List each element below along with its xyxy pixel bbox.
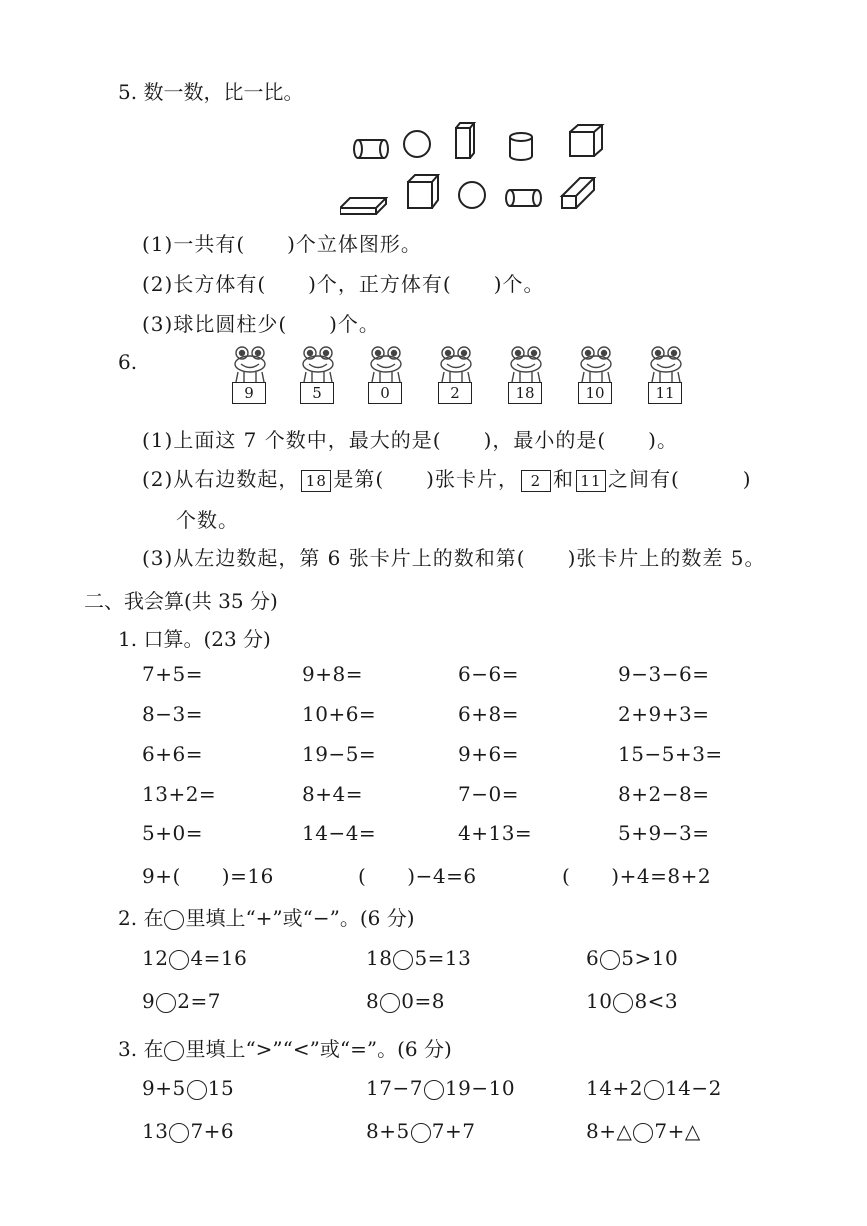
compare-item: 17−7 19−10	[366, 1076, 516, 1100]
calc-item: 13+2=	[142, 782, 217, 806]
number-card: 10	[578, 382, 612, 404]
q6-item-1: (1)上面这 7 个数中，最大的是( )，最小的是( )。	[142, 428, 678, 452]
q5-item-1: (1)一共有( )个立体图形。	[142, 232, 422, 256]
calc-item: 5+9−3=	[618, 821, 710, 845]
number-card: 2	[438, 382, 472, 404]
number-card: 0	[368, 382, 402, 404]
calc-item: 9+8=	[302, 662, 363, 686]
calc-item: 19−5=	[302, 742, 377, 766]
compare-item: 12 4=16	[142, 946, 248, 970]
number-card: 18	[508, 382, 542, 404]
q6-item-2: (2)从右边数起， 18 是第( )张卡片， 2 和 11 之间有( )	[142, 467, 752, 491]
frog-card	[366, 344, 406, 414]
cylinder-icon	[510, 133, 532, 160]
answer-circle[interactable]	[393, 950, 413, 970]
answer-circle[interactable]	[169, 1123, 189, 1143]
calc-item: 2+9+3=	[618, 702, 710, 726]
answer-circle[interactable]	[424, 1080, 444, 1100]
compare-item: 18 5=13	[366, 946, 472, 970]
answer-circle[interactable]	[411, 1123, 431, 1143]
q3-title: 3. 在 里填上“>”“<”或“=”。(6 分)	[118, 1037, 452, 1061]
answer-circle[interactable]	[613, 993, 633, 1013]
cylinder-icon	[506, 190, 541, 206]
frog-icon	[298, 344, 338, 384]
sphere-icon	[459, 182, 485, 208]
frog-icon	[576, 344, 616, 384]
circle-icon	[164, 1041, 184, 1061]
compare-item: 8+△ 7+△	[586, 1119, 701, 1143]
answer-circle[interactable]	[156, 993, 176, 1013]
q6-item-2-cont: 个数。	[176, 508, 239, 532]
frog-icon	[230, 344, 270, 384]
q6-title: 6.	[118, 350, 138, 374]
compare-item: 14+2 14−2	[586, 1076, 722, 1100]
calc-item: ( )+4=8+2	[562, 864, 712, 888]
number-card: 11	[576, 470, 606, 492]
calc-item: 8−3=	[142, 702, 203, 726]
frog-icon	[646, 344, 686, 384]
cube-icon	[570, 125, 602, 156]
number-card: 2	[521, 470, 551, 492]
calc-item: 14−4=	[302, 821, 377, 845]
sphere-icon	[404, 131, 430, 157]
answer-circle[interactable]	[187, 1080, 207, 1100]
circle-icon	[164, 910, 184, 930]
frog-icon	[506, 344, 546, 384]
cuboid-tall-icon	[456, 123, 474, 158]
cube-icon	[408, 175, 438, 208]
number-card: 11	[648, 382, 682, 404]
q5-title: 5. 数一数，比一比。	[118, 80, 304, 104]
calc-item: 9+6=	[458, 742, 519, 766]
frog-icon	[436, 344, 476, 384]
compare-item: 8+5 7+7	[366, 1119, 476, 1143]
compare-item: 9 2=7	[142, 989, 221, 1013]
frog-card	[298, 344, 338, 414]
calc-item: 7+5=	[142, 662, 203, 686]
calc-item: ( )−4=6	[358, 864, 477, 888]
q2-title: 2. 在 里填上“+”或“−”。(6 分)	[118, 906, 415, 930]
calc-item: 8+4=	[302, 782, 363, 806]
number-card: 18	[301, 470, 331, 492]
calc-item: 9−3−6=	[618, 662, 710, 686]
q1-title: 1. 口算。(23 分)	[118, 627, 271, 651]
calc-item: 9+( )=16	[142, 864, 274, 888]
frog-card	[576, 344, 616, 414]
compare-item: 9+5 15	[142, 1076, 235, 1100]
answer-circle[interactable]	[600, 950, 620, 970]
section-2-title: 二、我会算(共 35 分)	[84, 589, 278, 613]
solid-figures	[340, 118, 620, 218]
answer-circle[interactable]	[644, 1080, 664, 1100]
frog-card	[646, 344, 686, 414]
calc-item: 4+13=	[458, 821, 533, 845]
q5-item-2: (2)长方体有( )个，正方体有( )个。	[142, 272, 545, 296]
answer-circle[interactable]	[633, 1123, 653, 1143]
cylinder-icon	[354, 140, 388, 158]
calc-item: 7−0=	[458, 782, 519, 806]
compare-item: 6 5>10	[586, 946, 679, 970]
calc-item: 15−5+3=	[618, 742, 723, 766]
calc-item: 6−6=	[458, 662, 519, 686]
frog-card	[230, 344, 270, 414]
number-card: 5	[300, 382, 334, 404]
q6-item-3: (3)从左边数起，第 6 张卡片上的数和第( )张卡片上的数差 5。	[142, 546, 766, 570]
calc-item: 10+6=	[302, 702, 377, 726]
frog-card	[436, 344, 476, 414]
compare-item: 8 0=8	[366, 989, 445, 1013]
compare-item: 13 7+6	[142, 1119, 235, 1143]
answer-circle[interactable]	[380, 993, 400, 1013]
cuboid-long-icon	[562, 178, 594, 208]
number-card: 9	[232, 382, 266, 404]
frog-card	[506, 344, 546, 414]
answer-circle[interactable]	[169, 950, 189, 970]
calc-item: 6+8=	[458, 702, 519, 726]
compare-item: 10 8<3	[586, 989, 679, 1013]
cuboid-flat-icon	[340, 198, 386, 214]
frog-icon	[366, 344, 406, 384]
calc-item: 5+0=	[142, 821, 203, 845]
q5-item-3: (3)球比圆柱少( )个。	[142, 312, 380, 336]
calc-item: 8+2−8=	[618, 782, 710, 806]
calc-item: 6+6=	[142, 742, 203, 766]
